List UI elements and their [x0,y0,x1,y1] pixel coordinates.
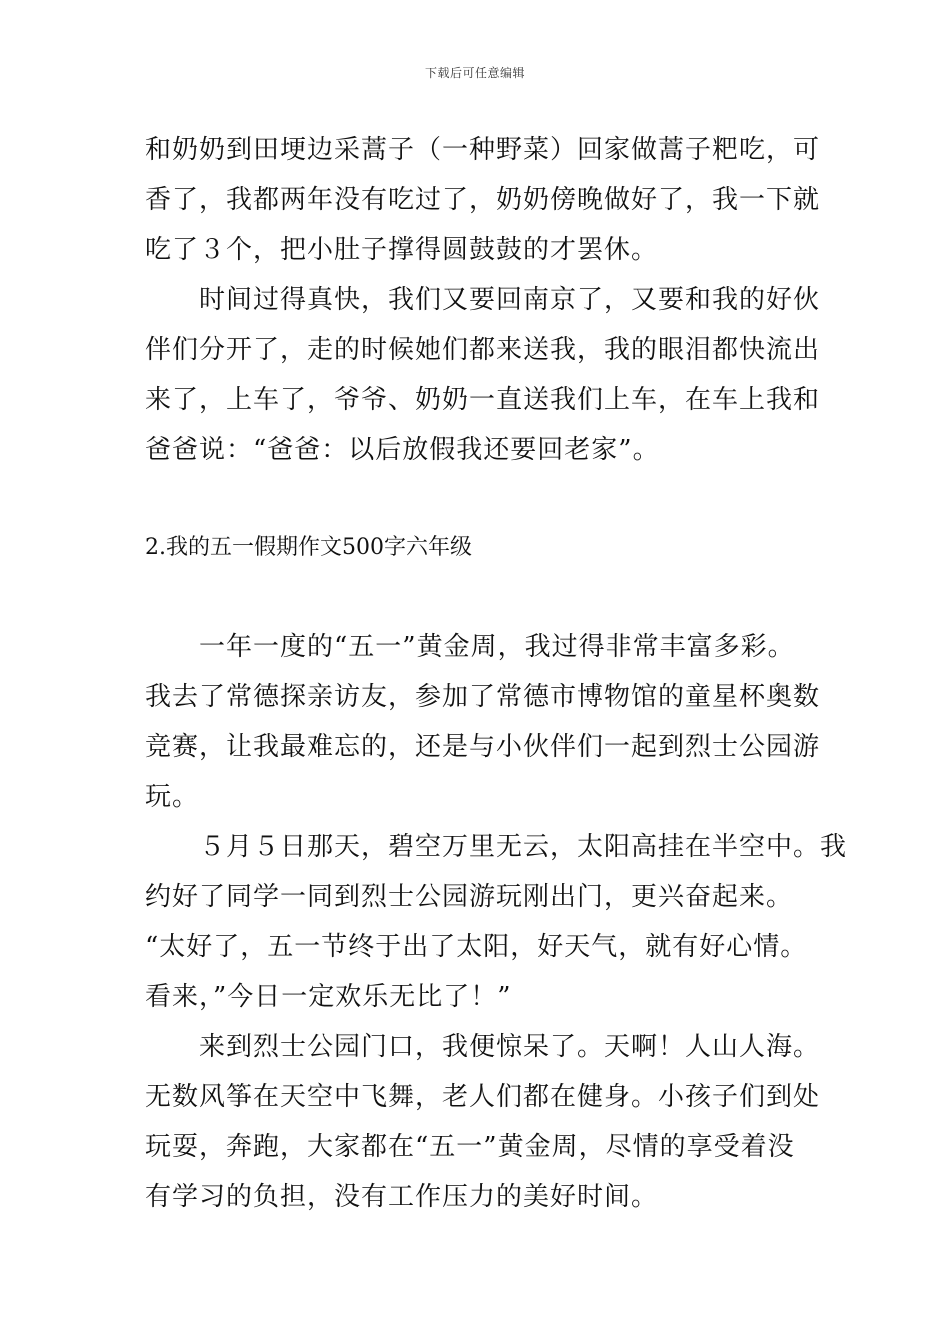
text-line: 香了，我都两年没有吃过了，奶奶傍晚做好了，我一下就 [145,185,821,215]
text-line: 竞赛，让我最难忘的，还是与小伙伴们一起到烈士公园游 [145,732,821,762]
text-line: “太好了，五一节终于出了太阳，好天气，就有好心情。 [145,932,808,962]
text-line: 约好了同学一同到烈士公园游玩刚出门，更兴奋起来。 [145,882,794,912]
text-line: 伴们分开了，走的时候她们都来送我，我的眼泪都快流出 [145,335,821,365]
text-line: 爸爸说：“爸爸：以后放假我还要回老家”。 [145,435,660,465]
text-line: 一年一度的“五一”黄金周，我过得非常丰富多彩。 [145,632,795,662]
text-line: 和奶奶到田埂边采蒿子（一种野菜）回家做蒿子粑吃，可 [145,135,821,165]
text-line: 有学习的负担，没有工作压力的美好时间。 [145,1182,659,1212]
page-header: 下载后可任意编辑 [424,66,525,80]
text-line: 无数风筝在天空中飞舞，老人们都在健身。小孩子们到处 [145,1082,821,1112]
text-line: 来了，上车了，爷爷、奶奶一直送我们上车，在车上我和 [145,385,821,415]
section-heading: 2.我的五一假期作文500字六年级 [145,535,472,560]
text-line: 时间过得真快，我们又要回南京了，又要和我的好伙 [145,285,821,315]
text-line: 吃了３个，把小肚子撑得圆鼓鼓的才罢休。 [145,235,659,265]
text-line: ５月５日那天，碧空万里无云，太阳高挂在半空中。我 [145,832,848,862]
text-line: 玩。 [145,782,200,812]
text-line: 来到烈士公园门口，我便惊呆了。天啊！人山人海。 [145,1032,821,1062]
text-line: 我去了常德探亲访友，参加了常德市博物馆的童星杯奥数 [145,682,821,712]
text-line: 看来，”今日一定欢乐无比了！” [145,982,512,1012]
text-line: 玩耍，奔跑，大家都在“五一”黄金周，尽情的享受着没 [145,1132,795,1162]
